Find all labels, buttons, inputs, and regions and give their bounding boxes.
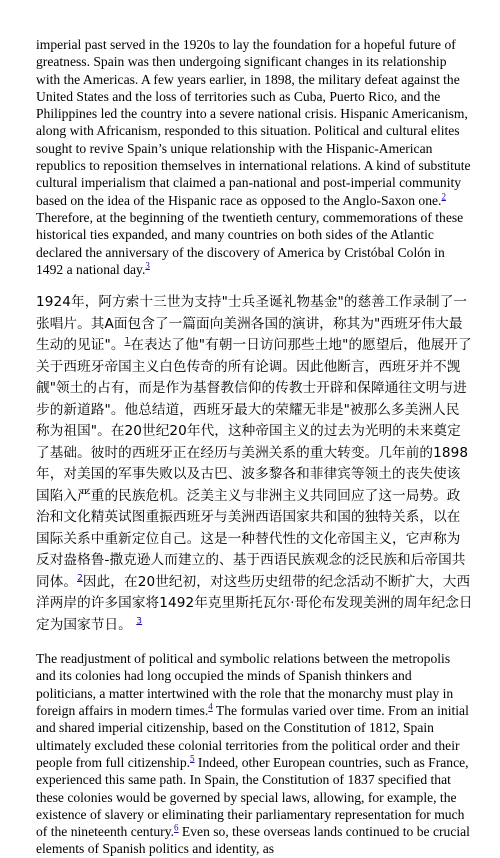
document-page xyxy=(36,36,473,858)
footnote-ref[interactable]: 5 xyxy=(190,753,195,764)
paragraph-text: Even so, these overseas lands continued to be crucial elements of Spanish politics and identity, as xyxy=(36,824,470,857)
paragraph-text: 在表达了他"有朝一日访问那些土地"的愿望后，他展开了关于西班牙帝国主义白色传奇的所有论调。因此他断言，西班牙并不觊觎"领土的占有，而是作为基督教信仰的传教士开辟和保障通往文明与进步的新道路"。他总结道，西班牙最大的荣耀无非是"被那么多美洲人民称为祖国"。在20世纪20年代，这种帝国主义的过去为光明的未来奠定了基础。彼时的西班牙正在经历与美洲关系的重大转变。几年前的1898年，对美国的军事失败以及古巴、波多黎各和菲律宾等领土的丧失使该国陷入严重的民族危机。泛美主义与非洲主义共同回应了这一局势。政治和文化精英试图重振西班牙与美洲西语国家共和国的独特关系，以在国际关系中重新定位自己。这是一种替代性的文化帝国主义，它声称为反对盎格鲁-撒克逊人而建立的、基于西语民族观念的泛民族和后帝国共同体。 xyxy=(36,337,472,590)
chinese-paragraph xyxy=(36,292,473,636)
footnote-ref[interactable]: 3 xyxy=(145,260,150,271)
footnote-ref[interactable]: 4 xyxy=(208,701,213,712)
footnote-ref[interactable]: 2 xyxy=(77,573,83,584)
paragraph-text: 因此，在20世纪初，对这些历史纽带的纪念活动不断扩大，大西洋两岸的许多国家将1492年克里斯托瓦尔·哥伦布发现美洲的周年纪念日定为国家节日。 xyxy=(36,573,473,633)
paragraph-text: imperial past served in the 1920s to lay the foundation for a hopeful future of greatness. Spain was then undergoing significant changes in its relationship with the Americas. A few years earlier, in 1898, the military defeat against the United States and the loss of territories such as Cuba, Puerto Rico, and the Philippines led the country into a severe national crisis. Hispanic Americanism, along with Africanism, responded to this situation. Political and cultural elites sought to revive Spain’s unique relationship with the Hispanic-American republics to reposition themselves in international relations. A kind of substitute cultural imperialism that claimed a pan-national and post-imperial community based on the idea of the Hispanic race as opposed to the Anglo-Saxon one. xyxy=(36,37,471,208)
paragraph-text: The readjustment of political and symbolic relations between the metropolis and its colonies had long occupied the minds of Spanish thinkers and politicians, a matter intertwined with the role that the monarchy must play in foreign affairs in modern times. xyxy=(36,651,454,719)
footnote-ref[interactable]: 6 xyxy=(174,822,179,833)
paragraph-text: 1924年，阿方索十三世为支持"士兵圣诞礼物基金"的慈善工作录制了一张唱片。其A面包含了一篇面向美洲各国的演讲，称其为"西班牙伟大最生动的见证"。 xyxy=(36,294,468,354)
footnote-ref[interactable]: 2 xyxy=(441,191,446,202)
paragraph-text: Indeed, other European countries, such as France, experienced this same path. In Spain, the Constitution of 1837 specified that these colonies would be governed by special laws, allowing, for example, the existence of slavery or eliminating their parliamentary representation for much of the nineteenth century. xyxy=(36,754,469,840)
paragraph-text: The formulas varied over time. From an initial and shared imperial citizenship, based on the Constitution of 1812, Spain ultimately excluded these colonial territories from the political order and their people from full citizenship. xyxy=(36,703,469,770)
english-paragraph-1 xyxy=(36,36,473,278)
footnote-ref[interactable]: 3 xyxy=(136,616,143,627)
english-paragraph-2 xyxy=(36,650,473,858)
footnote-ref[interactable]: 1 xyxy=(124,336,131,347)
paragraph-text: Therefore, at the beginning of the twentieth century, commemorations of these historical ties expanded, and many countries on both sides of the Atlantic declared the anniversary of the discovery of America by Cristóbal Colón in 1492 a national day. xyxy=(36,209,464,277)
